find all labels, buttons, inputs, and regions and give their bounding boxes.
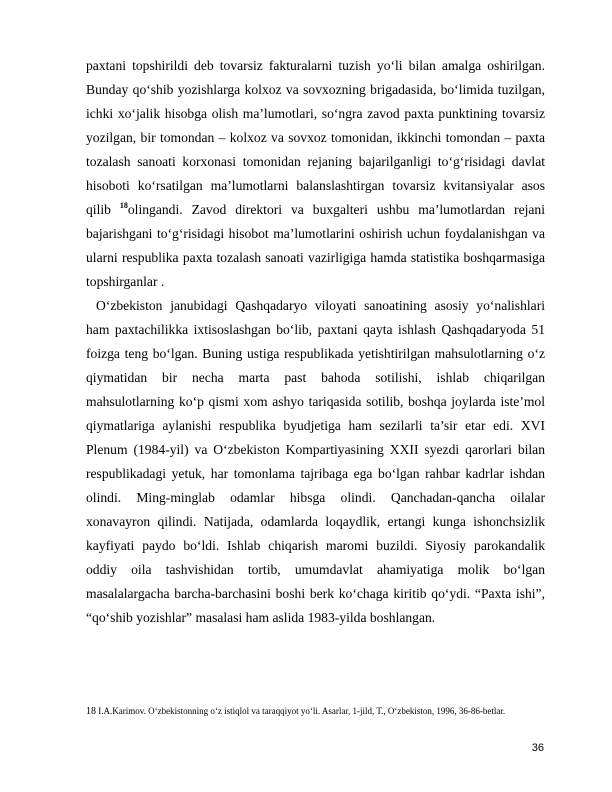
text-line: ichki xo‘jalik hisobga olish ma’lumotlari, so‘ngra zavod paxta punktining tovarsiz — [86, 106, 545, 121]
page-number: 36 — [531, 742, 544, 754]
footnote-reference[interactable]: 18 — [119, 201, 128, 210]
text-line: oddiy oila tashvishidan tortib, umumdavlat ahamiyatiga molik bo‘lgan — [86, 562, 545, 577]
text-line: ham paxtachilikka ixtisoslashgan bo‘lib, paxtani qayta ishlash Qashqadaryoda 51 — [86, 322, 545, 337]
text-line: qiymatlariga aylanishi respublika byudjetiga ham sezilarli ta’sir etar edi. XVI — [86, 418, 545, 433]
text-line: topshirganlar . — [86, 274, 165, 289]
text-line: O‘zbekiston janubidagi Qashqadaryo viloyati sanoatining asosiy yo‘nalishlari — [96, 298, 545, 313]
footnote-number: 18 — [86, 706, 96, 717]
text-segment: qilib — [86, 202, 120, 217]
text-line: Bunday qo‘shib yozishlarga kolxoz va sovxozning brigadasida, bo‘limida tuzilgan, — [86, 82, 545, 97]
text-line: tozalash sanoati korxonasi tomonidan rejaning bajarilganligi to‘g‘risidagi davlat — [86, 154, 545, 169]
text-segment: olingandi. Zavod direktori va buxgalteri ushbu ma’lumotlardan rejani — [127, 202, 545, 217]
text-line: mahsulotlarning ko‘p qismi xom ashyo tariqasida sotilib, boshqa joylarda iste’mol — [86, 394, 545, 409]
text-line: kayfiyati paydo bo‘ldi. Ishlab chiqarish maromi buzildi. Siyosiy parokandalik — [86, 538, 545, 553]
text-line: xonavayron qilindi. Natijada, odamlarda loqaydlik, ertangi kunga ishonchsizlik — [86, 514, 545, 529]
text-line: hisoboti ko‘rsatilgan ma’lumotlarni balanslashtirgan tovarsiz kvitansiyalar asos — [86, 178, 545, 193]
text-line: masalalargacha barcha-barchasini boshi berk ko‘chaga kiritib qo‘ydi. “Paxta ishi”, — [86, 586, 545, 601]
text-line: qiymatidan bir necha marta past bahoda sotilishi, ishlab chiqarilgan — [86, 370, 545, 385]
footnote — [86, 706, 516, 717]
text-line: bajarishgani to‘g‘risidagi hisobot ma’lumotlarini oshirish uchun foydalanishgan va — [86, 226, 545, 241]
text-line: “qo‘shib yozishlar” masalasi ham aslida 1983-yilda boshlangan. — [86, 610, 436, 625]
text-line: paxtani topshirildi deb tovarsiz fakturalarni tuzish yo‘li bilan amalga oshirilgan. — [86, 58, 545, 73]
text-line: olindi. Ming-minglab odamlar hibsga olindi. Qanchadan-qancha oilalar — [86, 490, 545, 505]
text-line: foizga teng bo‘lgan. Buning ustiga respublikada yetishtirilgan mahsulotlarning o‘z — [86, 346, 545, 361]
document-body — [86, 54, 545, 630]
text-line-with-footnote — [86, 198, 545, 222]
text-line: ularni respublika paxta tozalash sanoati vazirligiga hamda statistika boshqarmasiga — [86, 250, 545, 265]
text-line: respublikadagi yetuk, har tomonlama tajribaga ega bo‘lgan rahbar kadrlar ishdan — [86, 466, 545, 481]
text-line: Plenum (1984-yil) va O‘zbekiston Kompartiyasining XXII syezdi qarorlari bilan — [86, 442, 545, 457]
text-line: yozilgan, bir tomondan – kolxoz va sovxoz tomonidan, ikkinchi tomondan – paxta — [86, 130, 545, 145]
footnote-text: I.A.Karimov. O‘zbekistonning o‘z istiqlol va taraqqiyot yo‘li. Asarlar, 1-jild, T., O‘zbekiston, 1996, 36-86-betlar. — [96, 706, 506, 716]
